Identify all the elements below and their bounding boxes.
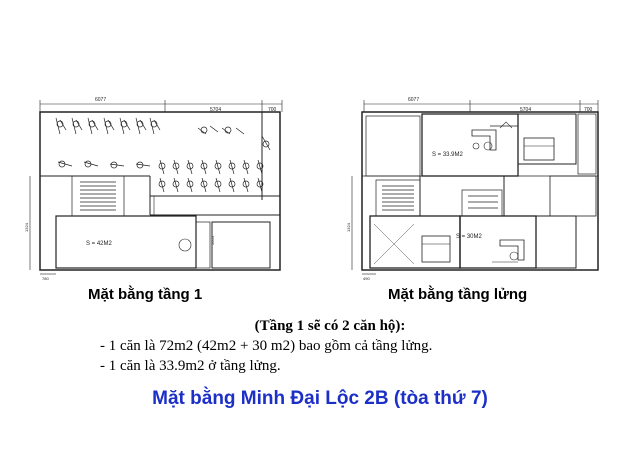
mezzanine-dim-bottom: 490 [363, 276, 370, 281]
floor1-dim-side: 1324 [24, 223, 29, 232]
mezzanine-plan [346, 97, 598, 281]
mezzanine-area-label-bottom: S = 30M2 [456, 234, 482, 240]
floor1-dim-bottom: 780 [42, 276, 49, 281]
floor1-outer-wall [40, 112, 280, 270]
floor1-caption: Mặt bằng tầng 1 [88, 286, 203, 303]
floor1-top-dimensions [40, 100, 282, 112]
floor1-lower-room [56, 216, 196, 268]
mezzanine-top-dimensions [364, 100, 598, 112]
mezzanine-lower-apartment [370, 216, 460, 268]
mezzanine-dim-top-mid: 5704 [520, 107, 532, 113]
floor1-plan [24, 97, 282, 281]
notes-block [100, 316, 520, 376]
floor1-dim-top-mid: 5704 [210, 107, 222, 113]
floor1-dim-top-left: 6077 [95, 97, 107, 103]
mezzanine-stair [376, 180, 502, 216]
notes-heading: (Tầng 1 sẽ có 2 căn hộ): [254, 318, 406, 334]
mezzanine-upper-apartment [422, 114, 518, 176]
notes-line-1: - 1 căn là 72m2 (42m2 + 30 m2) bao gồm cả tầng lửng. [100, 338, 433, 354]
mezzanine-caption: Mặt bằng tầng lửng [388, 286, 528, 303]
notes-line-2: - 1 căn là 33.9m2 ở tầng lửng. [100, 358, 281, 374]
mezzanine-dim-top-right: 700 [584, 107, 593, 113]
floor1-stair-dim: 5054 [210, 236, 215, 245]
floor1-parking-top-row [56, 118, 270, 150]
floor1-dim-top-right: 700 [268, 107, 277, 113]
floor1-stair [72, 176, 124, 216]
floor1-area-label: S = 42M2 [86, 241, 112, 247]
mezzanine-dim-side: 1324 [346, 223, 351, 232]
mezzanine-dim-top-left: 6077 [408, 97, 420, 103]
page-title: Mặt bằng Minh Đại Lộc 2B (tòa thứ 7) [152, 388, 488, 409]
mezzanine-area-label-top: S = 33.9M2 [432, 152, 463, 158]
